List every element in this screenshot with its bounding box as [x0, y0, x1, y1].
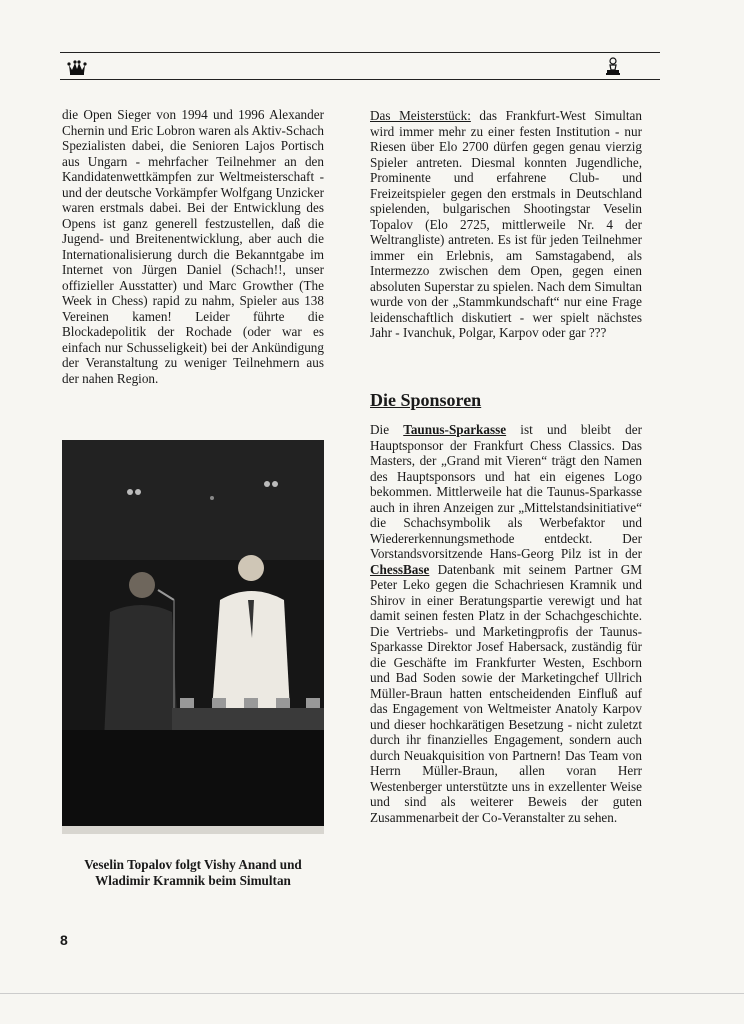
left-column-text: [62, 107, 324, 386]
sponsors-paragraph: [370, 422, 642, 825]
chess-pawn-logo-icon: [604, 56, 622, 76]
chessbase-name: ChessBase: [370, 561, 430, 577]
sponsor-pre: Die: [370, 422, 404, 437]
crown-icon: [67, 58, 87, 76]
photo-caption: [62, 857, 324, 889]
meisterstueck-text: das Frankfurt-West Simultan wird immer mehr zu einer festen Institution - nur Riesen über Elo 2700 dürfen gegen genau vierzig Spieler antreten. Diesmal konnten Jugendliche, Prominente und erfahrene Club- und Freizeitspieler gegen den erstmals in Deutschland spielenden, bulgarischen Shootingstar Veselin Topalov (Elo 2725, mittlerweile Nr. 4 der Weltrangliste) antreten. Es ist für jeden Teilnehmer immer ein Erlebnis, am Samstagabend, als Intermezzo zwischen dem Open, gegen einen absoluten Superstar zu spielen. Nach dem Simultan wurde von der „Stammkundschaft“ nur eine Frage leidenschaftlich diskutiert - wer spielt nächstes Jahr - Ivanchuk, Polgar, Karpov oder gar ???: [370, 108, 642, 340]
left-paragraph: die Open Sieger von 1994 und 1996 Alexander Chernin und Eric Lobron waren als Aktiv-Schach Spezialisten dabei, die Senioren Lajos Portisch aus Ungarn - mehrfacher Teilnehmer an den Kandidatenwettkämpfen zur Weltmeisterschaft - und der deutsche Vorkämpfer Wolfgang Unzicker waren erstmals dabei. Bei der Entwicklung des Opens ist ganz generell festzustellen, daß die Jugend- und Breitenentwicklung, aber auch die Internationalisierung durch die Bekanntgabe im Internet von Jürgen Daniel (Schach!!, unser offizieller Ausstatter) und Marc Growther (The Week in Chess) rapid zu nahm, Spieler aus 138 Vereinen kamen! Leider führte die Blockadepolitik der Rochade (oder war es einfach nur Schusseligkeit) bei der Ankündigung der Veranstaltung zu weniger Teilnehmern aus der nahen Region.: [62, 107, 324, 386]
caption-line-2: Wladimir Kramnik beim Simultan: [95, 873, 291, 888]
page-number: 8: [60, 932, 68, 948]
header-rule-bottom: [60, 79, 660, 80]
sponsor-name: Taunus-Sparkasse: [403, 422, 507, 437]
footer-divider: [0, 993, 744, 994]
simultan-photo: [62, 440, 324, 834]
sponsor-text-1: ist und bleibt der Hauptsponsor der Frankfurt Chess Classics. Das Masters, der „Grand mit Vieren“ trägt den Namen des Hauptsponsors und hat ein eigenes Logo bekommen. Mittlerweile hat die Taunus-Sparkasse auch in ihren Anzeigen zur „Mittelstandsinitiative“ die Schachsymbolik als Werbefaktor und Wiedererkennungsmethode entdeckt. Der Vorstandsvorsitzende Hans-Georg Pilz ist in der: [370, 422, 642, 561]
meisterstueck-paragraph: [370, 108, 642, 341]
right-column-text: [370, 108, 642, 341]
sponsor-text-2: Datenbank mit seinem Partner GM Peter Leko gegen die Schachriesen Kramnik und Shirov in einer Beratungspartie verewigt und hat damit seinen festen Platz in der Schachgeschichte. Die Vertriebs- und Marketingprofis der Taunus-Sparkasse Direktor Josef Habersack, zuständig für die Geschäfte im Frankfurter Westen, Eschborn und Bad Soden sowie der Marketingchef Ullrich Müller-Braun hatten entscheidenden Einfluß auf das Engagement von Weltmeister Anatoly Karpov und dieser hochkarätigen Besetzung - nicht zuletzt durch ihr finanzielles Engagement, sondern auch durch Neuakquisition von Partnern! Das Team von Herrn Müller-Braun, allen voran Herr Westenberger unterstützte uns in exzellenter Weise und sind als weiterer Beweis der guten Zusammenarbeit der Co-Veranstalter zu sehen.: [370, 561, 642, 825]
caption-line-1: Veselin Topalov folgt Vishy Anand und: [84, 857, 302, 872]
meisterstueck-heading: Das Meisterstück:: [370, 108, 471, 123]
sponsors-column-text: [370, 422, 642, 825]
section-title-sponsors: Die Sponsoren: [370, 390, 482, 410]
header-rule-top: [60, 52, 660, 53]
